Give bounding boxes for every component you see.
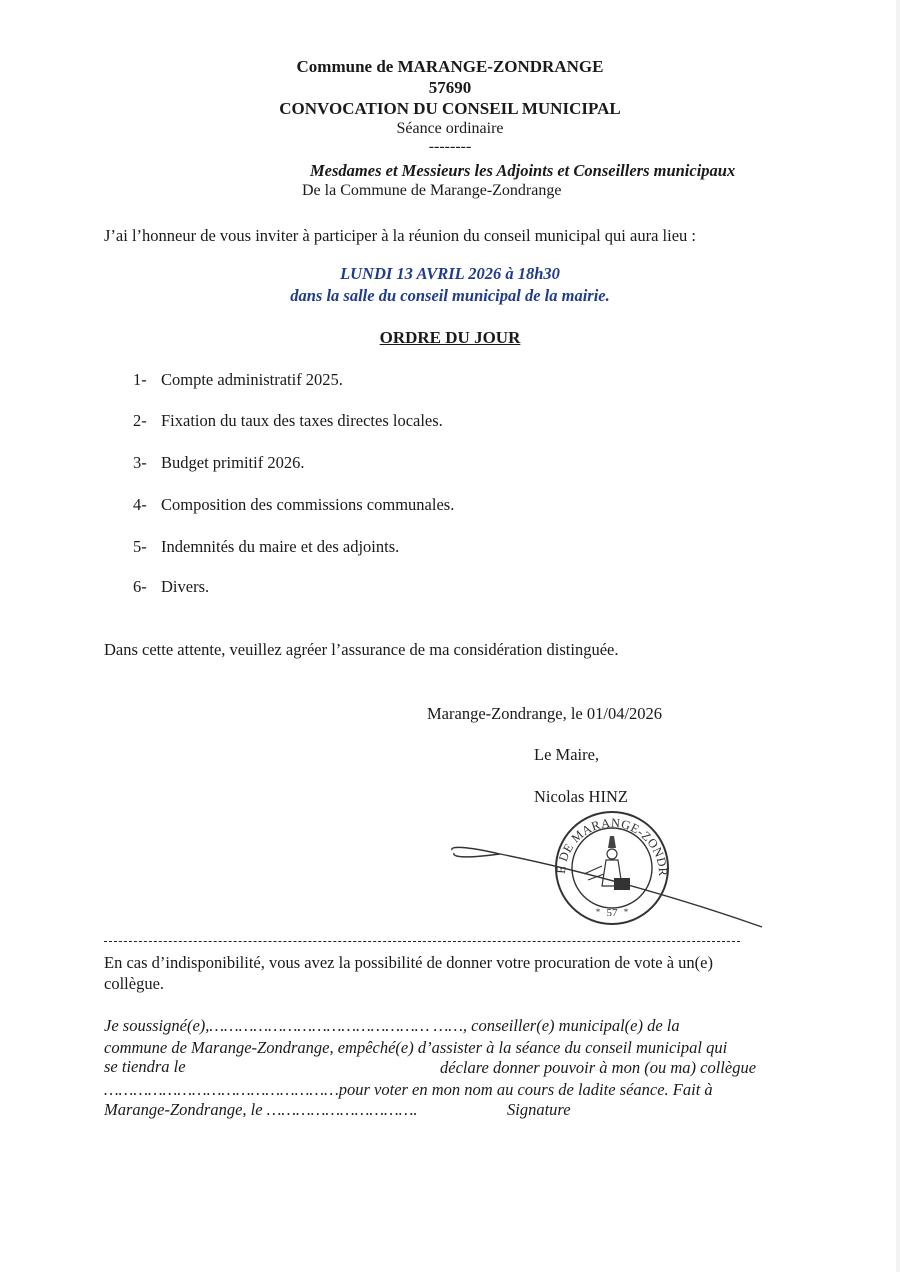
agenda-item-text: Compte administratif 2025.: [161, 370, 343, 389]
commune-name: Commune de MARANGE-ZONDRANGE: [296, 57, 604, 76]
stamp-text: MAIRIE DE MARANGE-ZONDRANGE: [553, 815, 671, 877]
postal-code: 57690: [428, 78, 472, 97]
intro-text: J’ai l’honneur de vous inviter à participer à la réunion du conseil municipal qui aura lieu :: [104, 226, 696, 245]
proxy-form-line5-start: Marange-Zondrange, le ………………………….: [104, 1100, 418, 1119]
stamp-number: 57: [606, 907, 618, 919]
agenda-item-text: Fixation du taux des taxes directes locales.: [161, 411, 443, 430]
svg-text:*: *: [623, 907, 629, 917]
proxy-form-line4: …………………………………………pour voter en mon nom au cours de ladite séance. Fait à: [104, 1080, 713, 1099]
header-separator: --------: [428, 138, 472, 155]
meeting-date-time: LUNDI 13 AVRIL 2026 à 18h30: [340, 264, 560, 283]
agenda-title: ORDRE DU JOUR: [379, 328, 521, 347]
document-title: CONVOCATION DU CONSEIL MUNICIPAL: [279, 99, 621, 118]
meeting-location: dans la salle du conseil municipal de la mairie.: [290, 286, 610, 305]
agenda-item-text: Indemnités du maire et des adjoints.: [161, 537, 400, 556]
addressee-line1: Mesdames et Messieurs les Adjoints et Conseillers municipaux: [310, 161, 736, 180]
signature-and-stamp: [440, 810, 780, 935]
place-date: Marange-Zondrange, le 01/04/2026: [427, 704, 663, 723]
proxy-form-line1: Je soussigné(e),……………………………………… ……, conseiller(e) municipal(e) de la: [104, 1016, 680, 1035]
agenda-item-number: 3-: [133, 453, 147, 472]
agenda-item-number: 4-: [133, 495, 147, 514]
proxy-form-line3-end: déclare donner pouvoir à mon (ou ma) collègue: [440, 1058, 757, 1077]
mayor-name: Nicolas HINZ: [534, 787, 628, 806]
proxy-intro-line1: En cas d’indisponibilité, vous avez la possibilité de donner votre procuration de vote à un(e): [104, 953, 713, 972]
proxy-signature-label: Signature: [507, 1100, 571, 1119]
scan-edge: [896, 0, 900, 1272]
proxy-intro-line2: collègue.: [104, 974, 165, 993]
agenda-item-number: 5-: [133, 537, 147, 556]
proxy-form-line3-start: se tiendra le: [104, 1057, 186, 1076]
addressee-line2: De la Commune de Marange-Zondrange: [302, 182, 562, 199]
agenda-item-text: Composition des commissions communales.: [161, 495, 455, 514]
svg-text:*: *: [595, 907, 601, 917]
agenda-item-text: Budget primitif 2026.: [161, 453, 305, 472]
closing-text: Dans cette attente, veuillez agréer l’assurance de ma considération distinguée.: [104, 640, 619, 659]
agenda-item-number: 1-: [133, 370, 147, 389]
agenda-item-number: 2-: [133, 411, 147, 430]
stamp-emblem-icon: [584, 836, 630, 890]
agenda-item-text: Divers.: [161, 577, 210, 596]
mairie-stamp: [554, 812, 670, 924]
session-type: Séance ordinaire: [396, 120, 504, 137]
cut-line-divider: [104, 941, 740, 942]
mayor-role: Le Maire,: [534, 745, 600, 764]
agenda-item-number: 6-: [133, 577, 147, 596]
proxy-form-line2: commune de Marange-Zondrange, empêché(e) d’assister à la séance du conseil municipal qui: [104, 1038, 728, 1057]
